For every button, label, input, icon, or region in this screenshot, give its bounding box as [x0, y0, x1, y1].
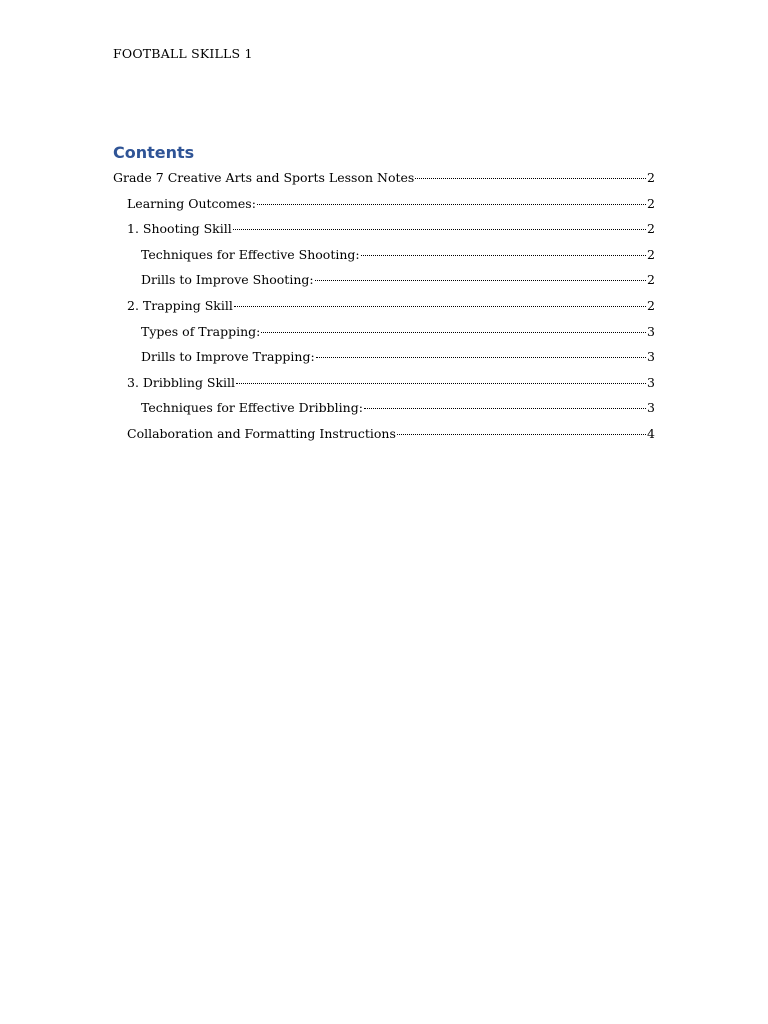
toc-title: Contents — [113, 143, 195, 162]
toc-entry-lesson-notes[interactable] — [113, 167, 655, 193]
toc-entry-label: Learning Outcomes: — [127, 195, 256, 211]
toc-entry-trapping-drills[interactable] — [113, 346, 655, 372]
toc-dot-leader — [316, 357, 646, 358]
toc-entry-shooting-techniques[interactable] — [113, 244, 655, 270]
toc-entry-label: Drills to Improve Trapping: — [141, 349, 315, 365]
toc-dot-leader — [361, 255, 646, 256]
toc-entry-label: Techniques for Effective Dribbling: — [141, 400, 363, 416]
toc-page-number: 3 — [647, 374, 655, 390]
toc-entry-label: Techniques for Effective Shooting: — [141, 246, 360, 262]
toc-dot-leader — [315, 280, 646, 281]
toc-page-number: 2 — [647, 195, 655, 211]
toc-entry-shooting-drills[interactable] — [113, 269, 655, 295]
toc-dot-leader — [257, 204, 646, 205]
toc-entry-dribbling-skill[interactable] — [113, 372, 655, 398]
toc-entry-dribbling-techniques[interactable] — [113, 397, 655, 423]
toc-dot-leader — [415, 178, 646, 179]
toc-entry-label: Collaboration and Formatting Instructions — [127, 425, 396, 441]
toc-dot-leader — [234, 306, 646, 307]
toc-page-number: 3 — [647, 400, 655, 416]
toc-page-number: 2 — [647, 221, 655, 237]
toc-entry-trapping-skill[interactable] — [113, 295, 655, 321]
toc-dot-leader — [233, 229, 646, 230]
toc-dot-leader — [236, 383, 646, 384]
toc-entry-trapping-types[interactable] — [113, 321, 655, 347]
toc-page-number: 2 — [647, 272, 655, 288]
toc-entry-label: 2. Trapping Skill — [127, 297, 233, 313]
toc-page-number: 2 — [647, 170, 655, 185]
toc-dot-leader — [397, 434, 646, 435]
toc-page-number: 2 — [647, 246, 655, 262]
toc-entry-label: 3. Dribbling Skill — [127, 374, 236, 390]
toc-entry-label: Grade 7 Creative Arts and Sports Lesson Notes — [113, 170, 415, 185]
table-of-contents — [113, 167, 655, 449]
toc-dot-leader — [364, 408, 646, 409]
toc-entry-shooting-skill[interactable] — [113, 218, 655, 244]
toc-dot-leader — [261, 332, 646, 333]
toc-entry-label: Types of Trapping: — [141, 323, 261, 339]
toc-entry-collaboration[interactable] — [113, 423, 655, 449]
toc-page-number: 3 — [647, 349, 655, 365]
toc-entry-label: 1. Shooting Skill — [127, 221, 232, 237]
toc-page-number: 4 — [647, 425, 655, 441]
toc-entry-label: Drills to Improve Shooting: — [141, 272, 314, 288]
toc-page-number: 2 — [647, 297, 655, 313]
toc-entry-learning-outcomes[interactable] — [113, 193, 655, 219]
running-head: FOOTBALL SKILLS 1 — [113, 46, 253, 61]
toc-page-number: 3 — [647, 323, 655, 339]
